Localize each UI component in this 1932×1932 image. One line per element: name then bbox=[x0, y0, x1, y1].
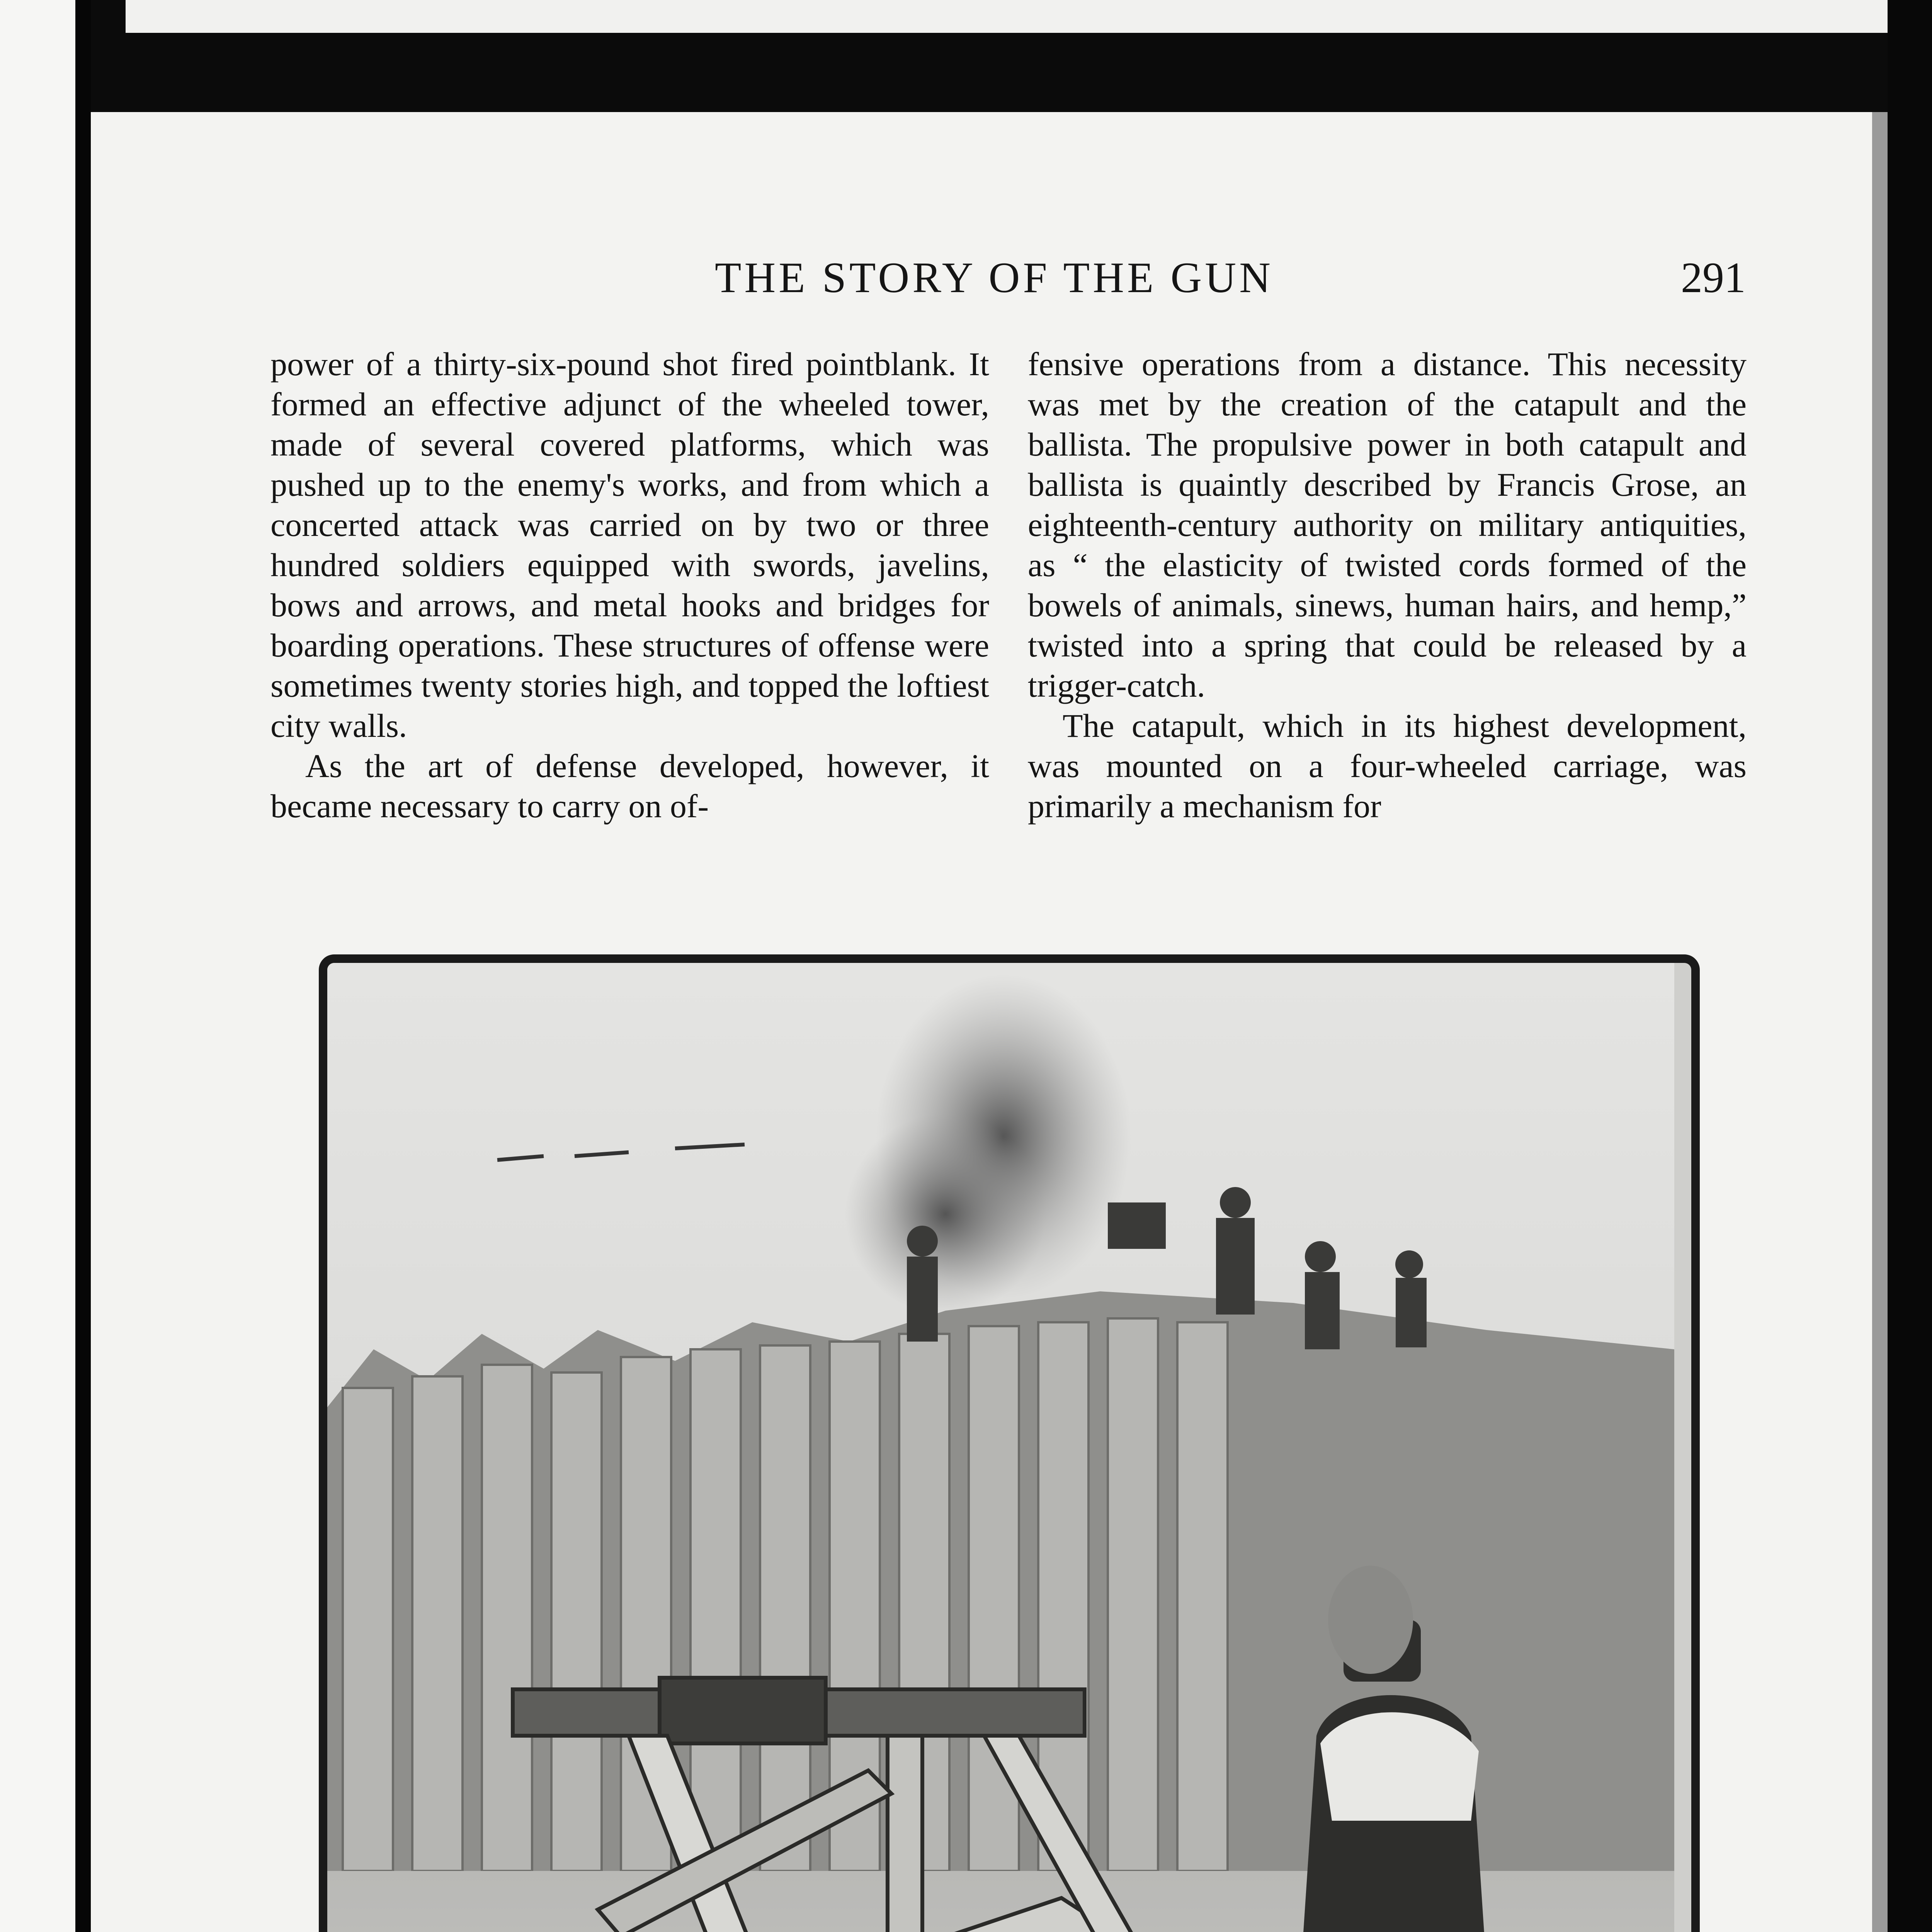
scan-top-border bbox=[91, 0, 1888, 112]
paragraph: The catapult, which in its highest development, was mounted on a four-wheeled carriage, was primarily a mechanism for bbox=[1028, 707, 1747, 825]
paragraph: fensive operations from a distance. This necessity was met by the creation of the catapult and the ballista. The propulsive power in both catapult and ballista is quaintly described by Francis Grose, an eighteenth-century authority on military antiquities, as “ the elasticity of twisted cords formed of the bowels of animals, sinews, human hairs, and hemp,” twisted into a spring that could be released by a trigger-catch. bbox=[1028, 345, 1747, 704]
paragraph: As the art of defense developed, however, it became necessary to carry on of- bbox=[270, 747, 989, 825]
page-edge-shadow bbox=[1872, 112, 1888, 1932]
left-column bbox=[270, 344, 989, 826]
page-number: 291 bbox=[1681, 254, 1746, 302]
right-column bbox=[1028, 344, 1747, 826]
ballista-illustration bbox=[319, 954, 1700, 1932]
paragraph: power of a thirty-six-pound shot fired pointblank. It formed an effective adjunct of the wheeled tower, made of several covered platforms, which was pushed up to the enemy's works, and from which a concerted attack was carried on by two or three hundred soldiers equipped with swords, javelins, bows and arrows, and metal hooks and bridges for boarding operations. These structures of offense were sometimes twenty stories high, and topped the loftiest city walls. bbox=[270, 345, 989, 744]
scan-left-edge bbox=[0, 0, 91, 1932]
running-head: THE STORY OF THE GUN bbox=[715, 254, 1274, 302]
